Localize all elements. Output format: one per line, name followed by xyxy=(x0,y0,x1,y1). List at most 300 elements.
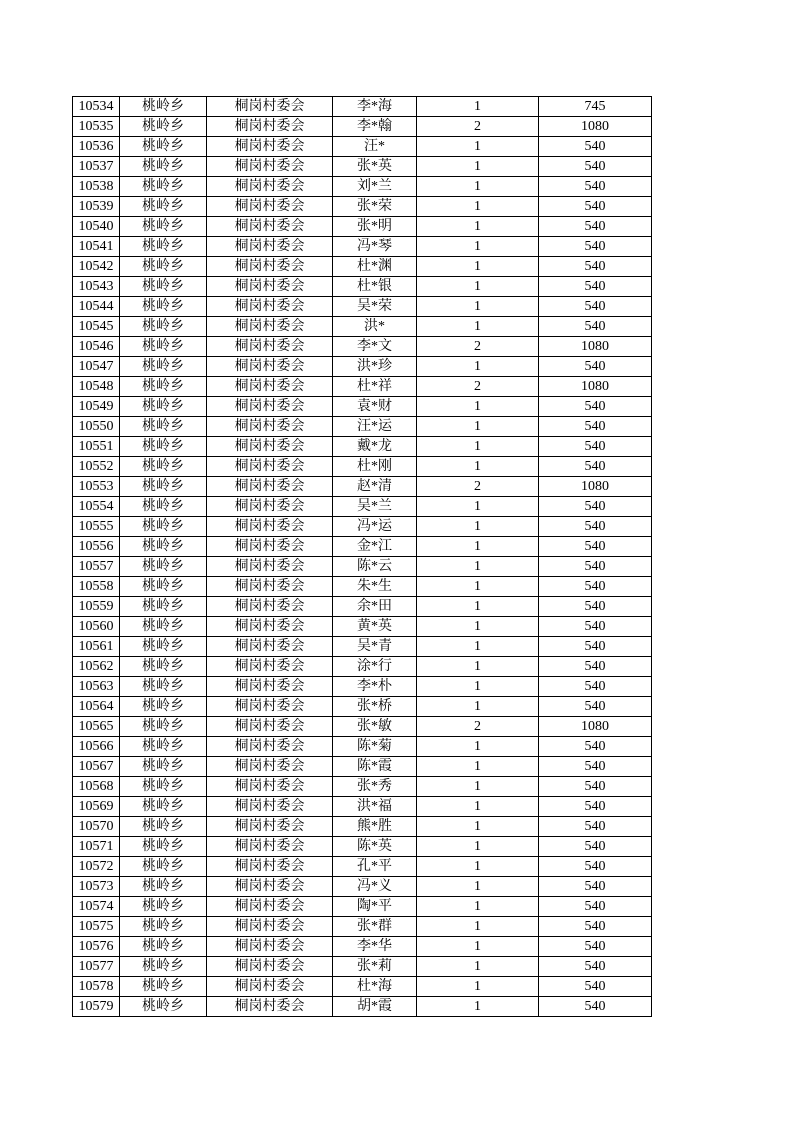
table-row xyxy=(73,557,652,577)
cell-name: 吴*兰 xyxy=(333,497,417,517)
table-row xyxy=(73,217,652,237)
cell-name: 戴*龙 xyxy=(333,437,417,457)
cell-amount: 540 xyxy=(539,797,652,817)
cell-name: 杜*渊 xyxy=(333,257,417,277)
cell-name: 李*海 xyxy=(333,97,417,117)
cell-count: 1 xyxy=(417,857,539,877)
cell-township: 桃岭乡 xyxy=(120,697,207,717)
cell-village: 桐岗村委会 xyxy=(207,457,333,477)
cell-id: 10535 xyxy=(73,117,120,137)
cell-id: 10541 xyxy=(73,237,120,257)
cell-village: 桐岗村委会 xyxy=(207,277,333,297)
cell-name: 洪* xyxy=(333,317,417,337)
cell-id: 10542 xyxy=(73,257,120,277)
table-row xyxy=(73,157,652,177)
cell-count: 1 xyxy=(417,997,539,1017)
cell-township: 桃岭乡 xyxy=(120,557,207,577)
cell-name: 张*敏 xyxy=(333,717,417,737)
cell-count: 1 xyxy=(417,917,539,937)
cell-count: 1 xyxy=(417,517,539,537)
cell-village: 桐岗村委会 xyxy=(207,517,333,537)
table-row xyxy=(73,337,652,357)
cell-id: 10534 xyxy=(73,97,120,117)
cell-count: 1 xyxy=(417,537,539,557)
cell-amount: 540 xyxy=(539,457,652,477)
cell-amount: 745 xyxy=(539,97,652,117)
cell-count: 1 xyxy=(417,457,539,477)
cell-village: 桐岗村委会 xyxy=(207,217,333,237)
cell-count: 1 xyxy=(417,417,539,437)
table-row xyxy=(73,877,652,897)
cell-id: 10556 xyxy=(73,537,120,557)
table-row xyxy=(73,517,652,537)
cell-count: 1 xyxy=(417,357,539,377)
table-row xyxy=(73,997,652,1017)
cell-amount: 540 xyxy=(539,397,652,417)
cell-village: 桐岗村委会 xyxy=(207,797,333,817)
cell-name: 黄*英 xyxy=(333,617,417,637)
cell-count: 2 xyxy=(417,477,539,497)
cell-id: 10559 xyxy=(73,597,120,617)
cell-village: 桐岗村委会 xyxy=(207,177,333,197)
cell-township: 桃岭乡 xyxy=(120,917,207,937)
cell-village: 桐岗村委会 xyxy=(207,857,333,877)
cell-township: 桃岭乡 xyxy=(120,937,207,957)
cell-id: 10579 xyxy=(73,997,120,1017)
table-row xyxy=(73,637,652,657)
cell-name: 李*翰 xyxy=(333,117,417,137)
cell-village: 桐岗村委会 xyxy=(207,337,333,357)
data-table xyxy=(72,96,652,1017)
cell-id: 10577 xyxy=(73,957,120,977)
cell-count: 1 xyxy=(417,577,539,597)
cell-amount: 540 xyxy=(539,137,652,157)
cell-name: 张*群 xyxy=(333,917,417,937)
cell-village: 桐岗村委会 xyxy=(207,617,333,637)
cell-id: 10554 xyxy=(73,497,120,517)
cell-amount: 540 xyxy=(539,157,652,177)
cell-amount: 540 xyxy=(539,437,652,457)
cell-count: 1 xyxy=(417,277,539,297)
cell-count: 1 xyxy=(417,877,539,897)
cell-id: 10543 xyxy=(73,277,120,297)
cell-village: 桐岗村委会 xyxy=(207,317,333,337)
table-row xyxy=(73,697,652,717)
cell-name: 金*江 xyxy=(333,537,417,557)
cell-id: 10538 xyxy=(73,177,120,197)
cell-count: 1 xyxy=(417,597,539,617)
table-row xyxy=(73,577,652,597)
cell-township: 桃岭乡 xyxy=(120,957,207,977)
cell-id: 10549 xyxy=(73,397,120,417)
cell-amount: 540 xyxy=(539,537,652,557)
cell-count: 1 xyxy=(417,297,539,317)
table-row xyxy=(73,197,652,217)
cell-count: 2 xyxy=(417,117,539,137)
cell-amount: 1080 xyxy=(539,337,652,357)
table-row xyxy=(73,357,652,377)
cell-name: 张*桥 xyxy=(333,697,417,717)
cell-id: 10550 xyxy=(73,417,120,437)
cell-amount: 540 xyxy=(539,857,652,877)
cell-name: 张*荣 xyxy=(333,197,417,217)
cell-amount: 540 xyxy=(539,897,652,917)
cell-township: 桃岭乡 xyxy=(120,997,207,1017)
cell-amount: 1080 xyxy=(539,717,652,737)
cell-village: 桐岗村委会 xyxy=(207,997,333,1017)
table-row xyxy=(73,957,652,977)
cell-village: 桐岗村委会 xyxy=(207,677,333,697)
cell-amount: 1080 xyxy=(539,377,652,397)
cell-name: 张*英 xyxy=(333,157,417,177)
cell-village: 桐岗村委会 xyxy=(207,657,333,677)
table-row xyxy=(73,297,652,317)
cell-id: 10571 xyxy=(73,837,120,857)
cell-township: 桃岭乡 xyxy=(120,477,207,497)
cell-township: 桃岭乡 xyxy=(120,277,207,297)
cell-township: 桃岭乡 xyxy=(120,337,207,357)
table-row xyxy=(73,777,652,797)
cell-count: 1 xyxy=(417,957,539,977)
table-row xyxy=(73,177,652,197)
cell-township: 桃岭乡 xyxy=(120,517,207,537)
cell-name: 刘*兰 xyxy=(333,177,417,197)
cell-id: 10546 xyxy=(73,337,120,357)
table-row xyxy=(73,797,652,817)
table-row xyxy=(73,897,652,917)
cell-township: 桃岭乡 xyxy=(120,857,207,877)
cell-township: 桃岭乡 xyxy=(120,377,207,397)
cell-id: 10555 xyxy=(73,517,120,537)
cell-name: 冯*琴 xyxy=(333,237,417,257)
cell-amount: 540 xyxy=(539,637,652,657)
cell-amount: 540 xyxy=(539,357,652,377)
cell-amount: 540 xyxy=(539,577,652,597)
cell-count: 1 xyxy=(417,177,539,197)
cell-township: 桃岭乡 xyxy=(120,797,207,817)
cell-village: 桐岗村委会 xyxy=(207,197,333,217)
cell-name: 冯*运 xyxy=(333,517,417,537)
cell-id: 10574 xyxy=(73,897,120,917)
table-row xyxy=(73,937,652,957)
cell-name: 汪* xyxy=(333,137,417,157)
cell-township: 桃岭乡 xyxy=(120,657,207,677)
cell-id: 10548 xyxy=(73,377,120,397)
cell-township: 桃岭乡 xyxy=(120,457,207,477)
cell-village: 桐岗村委会 xyxy=(207,837,333,857)
cell-township: 桃岭乡 xyxy=(120,97,207,117)
cell-name: 张*明 xyxy=(333,217,417,237)
cell-amount: 540 xyxy=(539,837,652,857)
cell-village: 桐岗村委会 xyxy=(207,917,333,937)
cell-count: 1 xyxy=(417,617,539,637)
cell-name: 熊*胜 xyxy=(333,817,417,837)
cell-name: 吴*青 xyxy=(333,637,417,657)
cell-township: 桃岭乡 xyxy=(120,397,207,417)
cell-id: 10552 xyxy=(73,457,120,477)
cell-id: 10578 xyxy=(73,977,120,997)
table-row xyxy=(73,277,652,297)
cell-township: 桃岭乡 xyxy=(120,617,207,637)
table-row xyxy=(73,977,652,997)
table-row xyxy=(73,257,652,277)
cell-township: 桃岭乡 xyxy=(120,777,207,797)
cell-count: 1 xyxy=(417,197,539,217)
cell-id: 10570 xyxy=(73,817,120,837)
table-row xyxy=(73,657,652,677)
cell-township: 桃岭乡 xyxy=(120,297,207,317)
cell-township: 桃岭乡 xyxy=(120,157,207,177)
cell-name: 胡*霞 xyxy=(333,997,417,1017)
cell-count: 1 xyxy=(417,637,539,657)
table-row xyxy=(73,417,652,437)
cell-id: 10547 xyxy=(73,357,120,377)
cell-amount: 540 xyxy=(539,237,652,257)
cell-amount: 540 xyxy=(539,617,652,637)
cell-name: 陶*平 xyxy=(333,897,417,917)
cell-township: 桃岭乡 xyxy=(120,537,207,557)
cell-amount: 540 xyxy=(539,817,652,837)
cell-township: 桃岭乡 xyxy=(120,117,207,137)
cell-township: 桃岭乡 xyxy=(120,137,207,157)
cell-township: 桃岭乡 xyxy=(120,597,207,617)
cell-village: 桐岗村委会 xyxy=(207,577,333,597)
cell-name: 陈*菊 xyxy=(333,737,417,757)
cell-count: 1 xyxy=(417,497,539,517)
cell-count: 1 xyxy=(417,797,539,817)
table-row xyxy=(73,237,652,257)
cell-count: 1 xyxy=(417,657,539,677)
cell-amount: 540 xyxy=(539,317,652,337)
cell-name: 陈*云 xyxy=(333,557,417,577)
cell-amount: 540 xyxy=(539,297,652,317)
table-row xyxy=(73,537,652,557)
cell-amount: 540 xyxy=(539,997,652,1017)
cell-village: 桐岗村委会 xyxy=(207,897,333,917)
cell-name: 洪*珍 xyxy=(333,357,417,377)
table-row xyxy=(73,377,652,397)
cell-township: 桃岭乡 xyxy=(120,977,207,997)
cell-id: 10561 xyxy=(73,637,120,657)
cell-name: 陈*霞 xyxy=(333,757,417,777)
cell-village: 桐岗村委会 xyxy=(207,477,333,497)
cell-village: 桐岗村委会 xyxy=(207,497,333,517)
table-row xyxy=(73,617,652,637)
cell-township: 桃岭乡 xyxy=(120,677,207,697)
cell-township: 桃岭乡 xyxy=(120,257,207,277)
cell-id: 10540 xyxy=(73,217,120,237)
cell-amount: 540 xyxy=(539,677,652,697)
table-row xyxy=(73,117,652,137)
cell-id: 10537 xyxy=(73,157,120,177)
cell-count: 2 xyxy=(417,337,539,357)
cell-id: 10544 xyxy=(73,297,120,317)
cell-name: 张*莉 xyxy=(333,957,417,977)
cell-village: 桐岗村委会 xyxy=(207,97,333,117)
cell-name: 李*文 xyxy=(333,337,417,357)
cell-count: 1 xyxy=(417,837,539,857)
cell-township: 桃岭乡 xyxy=(120,577,207,597)
cell-count: 1 xyxy=(417,137,539,157)
cell-village: 桐岗村委会 xyxy=(207,297,333,317)
cell-id: 10565 xyxy=(73,717,120,737)
cell-village: 桐岗村委会 xyxy=(207,117,333,137)
cell-township: 桃岭乡 xyxy=(120,897,207,917)
cell-village: 桐岗村委会 xyxy=(207,977,333,997)
cell-township: 桃岭乡 xyxy=(120,217,207,237)
cell-name: 朱*生 xyxy=(333,577,417,597)
cell-township: 桃岭乡 xyxy=(120,837,207,857)
cell-village: 桐岗村委会 xyxy=(207,757,333,777)
cell-count: 1 xyxy=(417,737,539,757)
cell-count: 2 xyxy=(417,717,539,737)
cell-amount: 540 xyxy=(539,737,652,757)
cell-village: 桐岗村委会 xyxy=(207,817,333,837)
cell-amount: 540 xyxy=(539,957,652,977)
cell-id: 10539 xyxy=(73,197,120,217)
cell-count: 1 xyxy=(417,817,539,837)
cell-village: 桐岗村委会 xyxy=(207,437,333,457)
cell-village: 桐岗村委会 xyxy=(207,397,333,417)
cell-name: 杜*银 xyxy=(333,277,417,297)
cell-amount: 540 xyxy=(539,697,652,717)
cell-id: 10576 xyxy=(73,937,120,957)
table-row xyxy=(73,857,652,877)
cell-village: 桐岗村委会 xyxy=(207,377,333,397)
cell-name: 杜*海 xyxy=(333,977,417,997)
cell-amount: 540 xyxy=(539,777,652,797)
cell-township: 桃岭乡 xyxy=(120,177,207,197)
cell-count: 2 xyxy=(417,377,539,397)
cell-village: 桐岗村委会 xyxy=(207,597,333,617)
cell-count: 1 xyxy=(417,97,539,117)
cell-amount: 540 xyxy=(539,657,652,677)
table-row xyxy=(73,917,652,937)
cell-name: 涂*行 xyxy=(333,657,417,677)
table-body xyxy=(73,97,652,1017)
cell-amount: 540 xyxy=(539,217,652,237)
cell-amount: 1080 xyxy=(539,117,652,137)
cell-id: 10545 xyxy=(73,317,120,337)
cell-village: 桐岗村委会 xyxy=(207,417,333,437)
cell-amount: 540 xyxy=(539,977,652,997)
cell-count: 1 xyxy=(417,257,539,277)
cell-count: 1 xyxy=(417,777,539,797)
cell-name: 吴*荣 xyxy=(333,297,417,317)
cell-name: 余*田 xyxy=(333,597,417,617)
table-row xyxy=(73,477,652,497)
cell-id: 10568 xyxy=(73,777,120,797)
cell-name: 陈*英 xyxy=(333,837,417,857)
table-row xyxy=(73,97,652,117)
cell-id: 10560 xyxy=(73,617,120,637)
cell-village: 桐岗村委会 xyxy=(207,697,333,717)
cell-amount: 540 xyxy=(539,597,652,617)
table-row xyxy=(73,497,652,517)
table-row xyxy=(73,717,652,737)
table-row xyxy=(73,137,652,157)
cell-name: 张*秀 xyxy=(333,777,417,797)
cell-township: 桃岭乡 xyxy=(120,817,207,837)
cell-amount: 540 xyxy=(539,277,652,297)
cell-village: 桐岗村委会 xyxy=(207,537,333,557)
table-row xyxy=(73,597,652,617)
cell-township: 桃岭乡 xyxy=(120,237,207,257)
cell-id: 10536 xyxy=(73,137,120,157)
cell-township: 桃岭乡 xyxy=(120,197,207,217)
cell-id: 10575 xyxy=(73,917,120,937)
cell-village: 桐岗村委会 xyxy=(207,937,333,957)
cell-name: 赵*清 xyxy=(333,477,417,497)
cell-id: 10572 xyxy=(73,857,120,877)
cell-id: 10562 xyxy=(73,657,120,677)
cell-id: 10573 xyxy=(73,877,120,897)
cell-name: 洪*福 xyxy=(333,797,417,817)
cell-count: 1 xyxy=(417,757,539,777)
cell-amount: 540 xyxy=(539,757,652,777)
cell-amount: 540 xyxy=(539,197,652,217)
cell-count: 1 xyxy=(417,237,539,257)
cell-count: 1 xyxy=(417,437,539,457)
cell-village: 桐岗村委会 xyxy=(207,957,333,977)
cell-count: 1 xyxy=(417,697,539,717)
cell-id: 10567 xyxy=(73,757,120,777)
cell-id: 10564 xyxy=(73,697,120,717)
cell-village: 桐岗村委会 xyxy=(207,777,333,797)
cell-name: 孔*平 xyxy=(333,857,417,877)
cell-township: 桃岭乡 xyxy=(120,317,207,337)
cell-village: 桐岗村委会 xyxy=(207,637,333,657)
cell-count: 1 xyxy=(417,977,539,997)
cell-count: 1 xyxy=(417,937,539,957)
cell-name: 李*朴 xyxy=(333,677,417,697)
cell-count: 1 xyxy=(417,557,539,577)
table-row xyxy=(73,437,652,457)
cell-id: 10569 xyxy=(73,797,120,817)
cell-count: 1 xyxy=(417,897,539,917)
cell-village: 桐岗村委会 xyxy=(207,557,333,577)
cell-village: 桐岗村委会 xyxy=(207,737,333,757)
cell-amount: 540 xyxy=(539,937,652,957)
cell-amount: 540 xyxy=(539,877,652,897)
cell-name: 杜*刚 xyxy=(333,457,417,477)
cell-township: 桃岭乡 xyxy=(120,497,207,517)
cell-amount: 1080 xyxy=(539,477,652,497)
table-row xyxy=(73,817,652,837)
table-row xyxy=(73,397,652,417)
cell-township: 桃岭乡 xyxy=(120,757,207,777)
cell-township: 桃岭乡 xyxy=(120,737,207,757)
cell-township: 桃岭乡 xyxy=(120,637,207,657)
cell-id: 10553 xyxy=(73,477,120,497)
table-row xyxy=(73,837,652,857)
cell-township: 桃岭乡 xyxy=(120,717,207,737)
cell-amount: 540 xyxy=(539,257,652,277)
cell-village: 桐岗村委会 xyxy=(207,237,333,257)
table-row xyxy=(73,317,652,337)
cell-name: 李*华 xyxy=(333,937,417,957)
cell-id: 10566 xyxy=(73,737,120,757)
cell-name: 冯*义 xyxy=(333,877,417,897)
cell-name: 杜*祥 xyxy=(333,377,417,397)
cell-count: 1 xyxy=(417,217,539,237)
cell-village: 桐岗村委会 xyxy=(207,877,333,897)
table-row xyxy=(73,677,652,697)
cell-village: 桐岗村委会 xyxy=(207,257,333,277)
cell-id: 10558 xyxy=(73,577,120,597)
cell-village: 桐岗村委会 xyxy=(207,137,333,157)
cell-count: 1 xyxy=(417,397,539,417)
